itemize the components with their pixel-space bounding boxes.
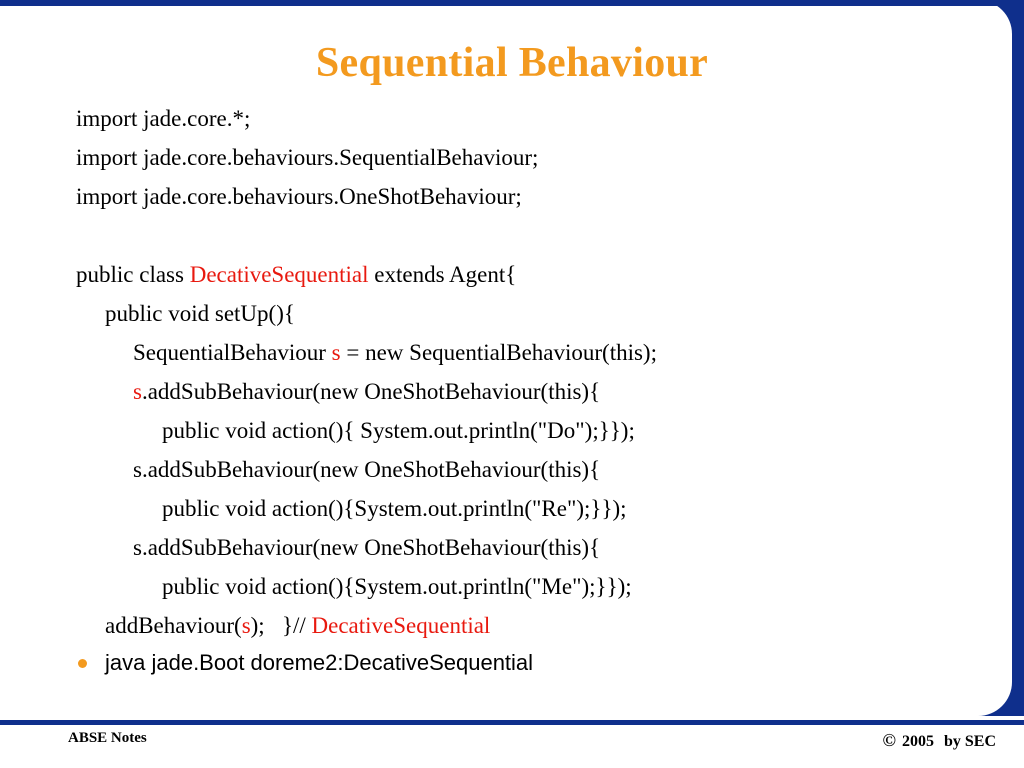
code-line: public void setUp(){: [105, 301, 295, 326]
variable-highlight: s: [241, 613, 251, 638]
code-text: = new SequentialBehaviour(this);: [340, 340, 657, 365]
code-line: s.addSubBehaviour(new OneShotBehaviour(this){: [133, 535, 601, 560]
variable-highlight: s: [133, 379, 142, 404]
code-text: ); }//: [250, 613, 312, 638]
code-line: s.addSubBehaviour(new OneShotBehaviour(this){: [133, 457, 601, 482]
class-name-highlight: DecativeSequential: [189, 262, 369, 287]
variable-highlight: s: [331, 340, 341, 365]
code-text: public class: [76, 262, 190, 287]
code-line: [76, 372, 976, 411]
code-line: public void action(){System.out.println("Me");}});: [162, 574, 632, 599]
slide-title: Sequential Behaviour: [315, 40, 709, 86]
code-line: import jade.core.behaviours.OneShotBehaviour;: [76, 184, 522, 209]
code-line: import jade.core.behaviours.SequentialBehaviour;: [76, 145, 539, 170]
code-line: public void action(){System.out.println("Re");}});: [162, 496, 627, 521]
footer-course-label: ABSE Notes: [68, 730, 147, 746]
top-frame-bar: [0, 0, 1012, 6]
footer-frame-bar: [0, 720, 1024, 725]
code-line: public void action(){ System.out.println("Do");}});: [162, 418, 635, 443]
bullet-text: java jade.Boot doreme2:DecativeSequential: [105, 650, 534, 675]
footer-copyright: [883, 730, 996, 751]
footer-author: by SEC: [943, 733, 996, 750]
code-text: SequentialBehaviour: [133, 340, 332, 365]
bullet-item: [78, 650, 533, 682]
code-text: addBehaviour(: [105, 613, 242, 638]
code-text: extends Agent{: [368, 262, 517, 287]
comment-highlight: DecativeSequential: [311, 613, 491, 638]
code-line: [76, 333, 976, 372]
bullet-dot-icon: [78, 659, 87, 668]
code-block: [76, 99, 976, 645]
blank-line: [76, 216, 976, 255]
footer: [0, 716, 1024, 768]
code-text: .addSubBehaviour(new OneShotBehaviour(this){: [141, 379, 601, 404]
code-line: [76, 606, 976, 645]
copyright-icon: ©: [882, 730, 896, 750]
footer-year: 2005: [901, 733, 934, 750]
code-line: import jade.core.*;: [76, 106, 251, 131]
code-line: [76, 255, 976, 294]
